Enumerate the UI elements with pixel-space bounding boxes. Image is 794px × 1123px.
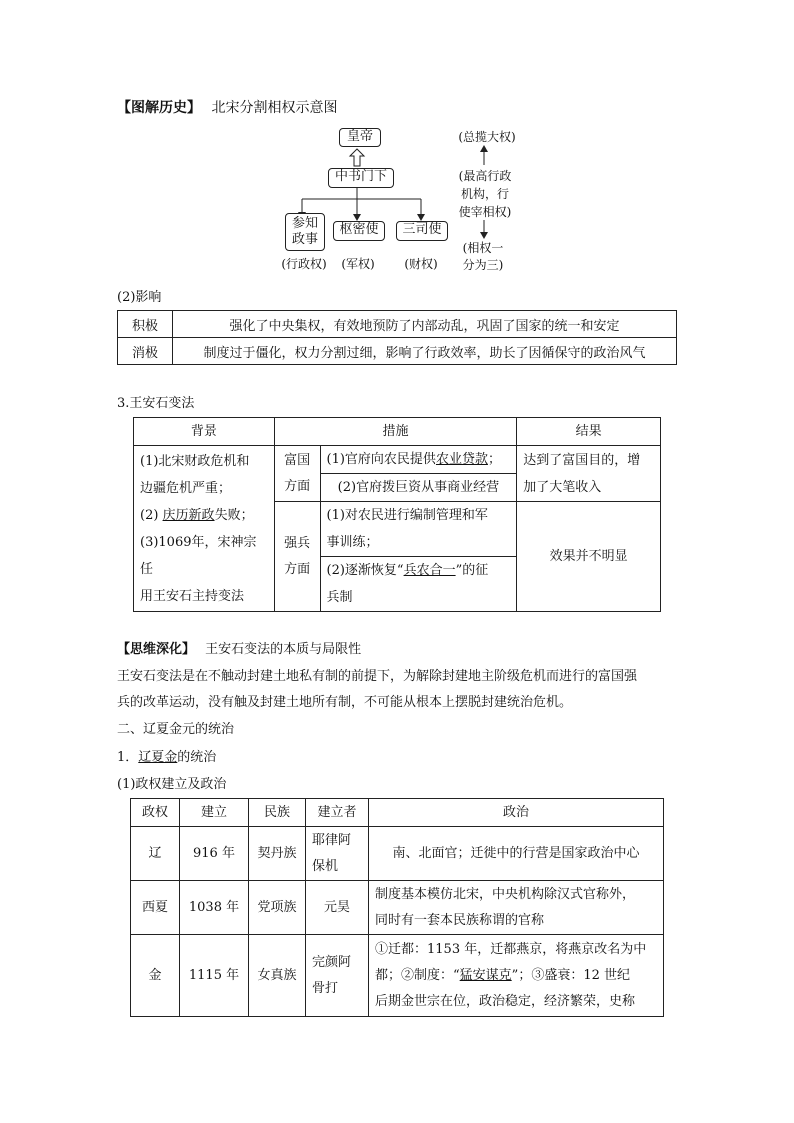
- liao-ethnic: 契丹族: [249, 827, 306, 881]
- sansi-box: [396, 221, 448, 241]
- qiangbing-label: 强兵 方面: [274, 502, 320, 612]
- note-top-admin-2: 机构，行: [460, 187, 509, 201]
- influence-negative-text: 制度过于僵化，权力分割过细，影响了行政效率，助长了因循保守的政治风气: [173, 338, 677, 365]
- section2-sub2: (1)政权建立及政治: [117, 777, 227, 792]
- reform-header-measures: 措施: [274, 418, 517, 446]
- fuguo-measure-1: (1)官府向农民提供农业贷款；: [320, 446, 517, 474]
- reform-background-cell: [134, 446, 275, 612]
- sansi-label: 三司使: [402, 222, 442, 237]
- mengan-mouke: 猛安谋克: [459, 967, 512, 983]
- label-military-power: (军权): [341, 257, 375, 271]
- table-row: [131, 827, 664, 881]
- note-split-power-2: 分为三): [462, 258, 504, 272]
- canzhi-label-2: 政事: [291, 232, 318, 247]
- canzhi-label-1: 参知: [291, 216, 318, 231]
- deepen-paragraph: [117, 664, 687, 716]
- section2-sub1: 1．辽夏金的统治: [117, 750, 217, 765]
- xixia-politics: 制度基本模仿北宋，中央机构除汉式官称外， 同时有一套本民族称谓的官称: [369, 881, 664, 935]
- liao-founder: 耶律阿 保机: [306, 827, 369, 881]
- emperor-box: [339, 128, 381, 147]
- qingli-newpolicy: 庆历新政: [162, 507, 215, 523]
- section2-heading: 二、辽夏金元的统治: [117, 722, 235, 737]
- regimes-table: [130, 798, 664, 1017]
- fuguo-measure-2: (2)官府拨巨资从事商业经营: [320, 474, 517, 502]
- canzhi-box: [285, 213, 325, 251]
- influence-positive-text: 强化了中央集权，有效地预防了内部动乱，巩固了国家的统一和安定: [173, 311, 677, 338]
- regimes-header-founder: 建立者: [306, 799, 369, 827]
- table-row: [134, 418, 661, 446]
- reform-heading: 3.王安石变法: [117, 396, 195, 411]
- bg-line-1: (1)北宋财政危机和: [140, 453, 250, 469]
- shumi-box: [333, 221, 385, 241]
- jin-name: 金: [131, 935, 180, 1017]
- note-total-power: (总揽大权): [458, 130, 516, 144]
- liao-politics: 南、北面官；迁徙中的行营是国家政治中心: [369, 827, 664, 881]
- table-row: [131, 799, 664, 827]
- table-row: [134, 446, 661, 474]
- deepen-heading: [117, 638, 361, 657]
- influence-negative-label: 消极: [118, 338, 173, 365]
- qiangbing-measure-1: (1)对农民进行编制管理和军 事训练；: [320, 502, 517, 557]
- note-top-admin: [450, 167, 520, 221]
- qiangbing-result: 效果并不明显: [517, 502, 661, 612]
- deepen-title: 王安石变法的本质与局限性: [205, 642, 362, 657]
- shumi-label: 枢密使: [339, 222, 379, 237]
- xixia-ethnic: 党项族: [249, 881, 306, 935]
- deepen-line-1: 王安石变法是在不触动封建土地私有制的前提下，为解除封建地主阶级危机而进行的富国强: [117, 669, 638, 684]
- note-top-admin-3: 使宰相权): [458, 205, 512, 219]
- zhongshu-box: [328, 168, 394, 188]
- bg-line-4: (3)1069年，宋神宗任: [140, 534, 257, 577]
- reform-header-background: 背景: [134, 418, 275, 446]
- emperor-label: 皇帝: [346, 129, 373, 144]
- table-row: [118, 338, 677, 365]
- liaoxiajin-link: 辽夏金: [138, 750, 178, 765]
- regimes-header-ethnic: 民族: [249, 799, 306, 827]
- fuguo-result: 达到了富国目的，增 加了大笔收入: [517, 446, 661, 502]
- bingnong-heyi: 兵农合一: [403, 563, 456, 578]
- jin-year: 1115 年: [180, 935, 249, 1017]
- influence-table: [117, 310, 677, 365]
- xixia-founder: 元昊: [306, 881, 369, 935]
- note-top-admin-1: (最高行政: [458, 169, 512, 183]
- bg-line-5: 用王安石主持变法: [140, 588, 245, 604]
- influence-heading: (2)影响: [117, 290, 162, 305]
- table-row: [131, 881, 664, 935]
- liao-year: 916 年: [180, 827, 249, 881]
- qiangbing-measure-2: (2)逐渐恢复“兵农合一”的征 兵制: [320, 557, 517, 612]
- deepen-line-2: 兵的改革运动，没有触及封建土地所有制，不可能从根本上摆脱封建统治危机。: [117, 695, 573, 710]
- label-finance-power: (财权): [404, 257, 438, 271]
- deepen-tag: 【思维深化】: [117, 642, 196, 657]
- diagram-title: 北宋分割相权示意图: [211, 100, 338, 116]
- regimes-header-year: 建立: [180, 799, 249, 827]
- reform-header-result: 结果: [517, 418, 661, 446]
- bg-line-3: (2) 庆历新政失败；: [140, 507, 254, 523]
- zhongshu-label: 中书门下: [334, 169, 387, 184]
- liao-name: 辽: [131, 827, 180, 881]
- fuguo-label: 富国 方面: [274, 446, 320, 502]
- jin-politics: ①迁都：1153 年，迁都燕京，将燕京改名为中 都；②制度：“猛安谋克”；③盛衰：12 世纪 后期金世宗在位，政治稳定，经济繁荣，史称: [369, 935, 664, 1017]
- jin-founder: 完颜阿 骨打: [306, 935, 369, 1017]
- table-row: [118, 311, 677, 338]
- influence-positive-label: 积极: [118, 311, 173, 338]
- jin-ethnic: 女真族: [249, 935, 306, 1017]
- reform-table: [133, 417, 661, 612]
- xixia-year: 1038 年: [180, 881, 249, 935]
- table-row: [131, 935, 664, 1017]
- note-split-power: [452, 240, 514, 274]
- agri-loan: 农业贷款: [435, 452, 488, 467]
- regimes-header-politics: 政治: [369, 799, 664, 827]
- regimes-header-name: 政权: [131, 799, 180, 827]
- bg-line-2: 边疆危机严重；: [140, 480, 232, 496]
- label-admin-power: (行政权): [281, 257, 327, 271]
- diagram-tag: 【图解历史】: [117, 100, 201, 116]
- xixia-name: 西夏: [131, 881, 180, 935]
- note-split-power-1: (相权一: [462, 241, 504, 255]
